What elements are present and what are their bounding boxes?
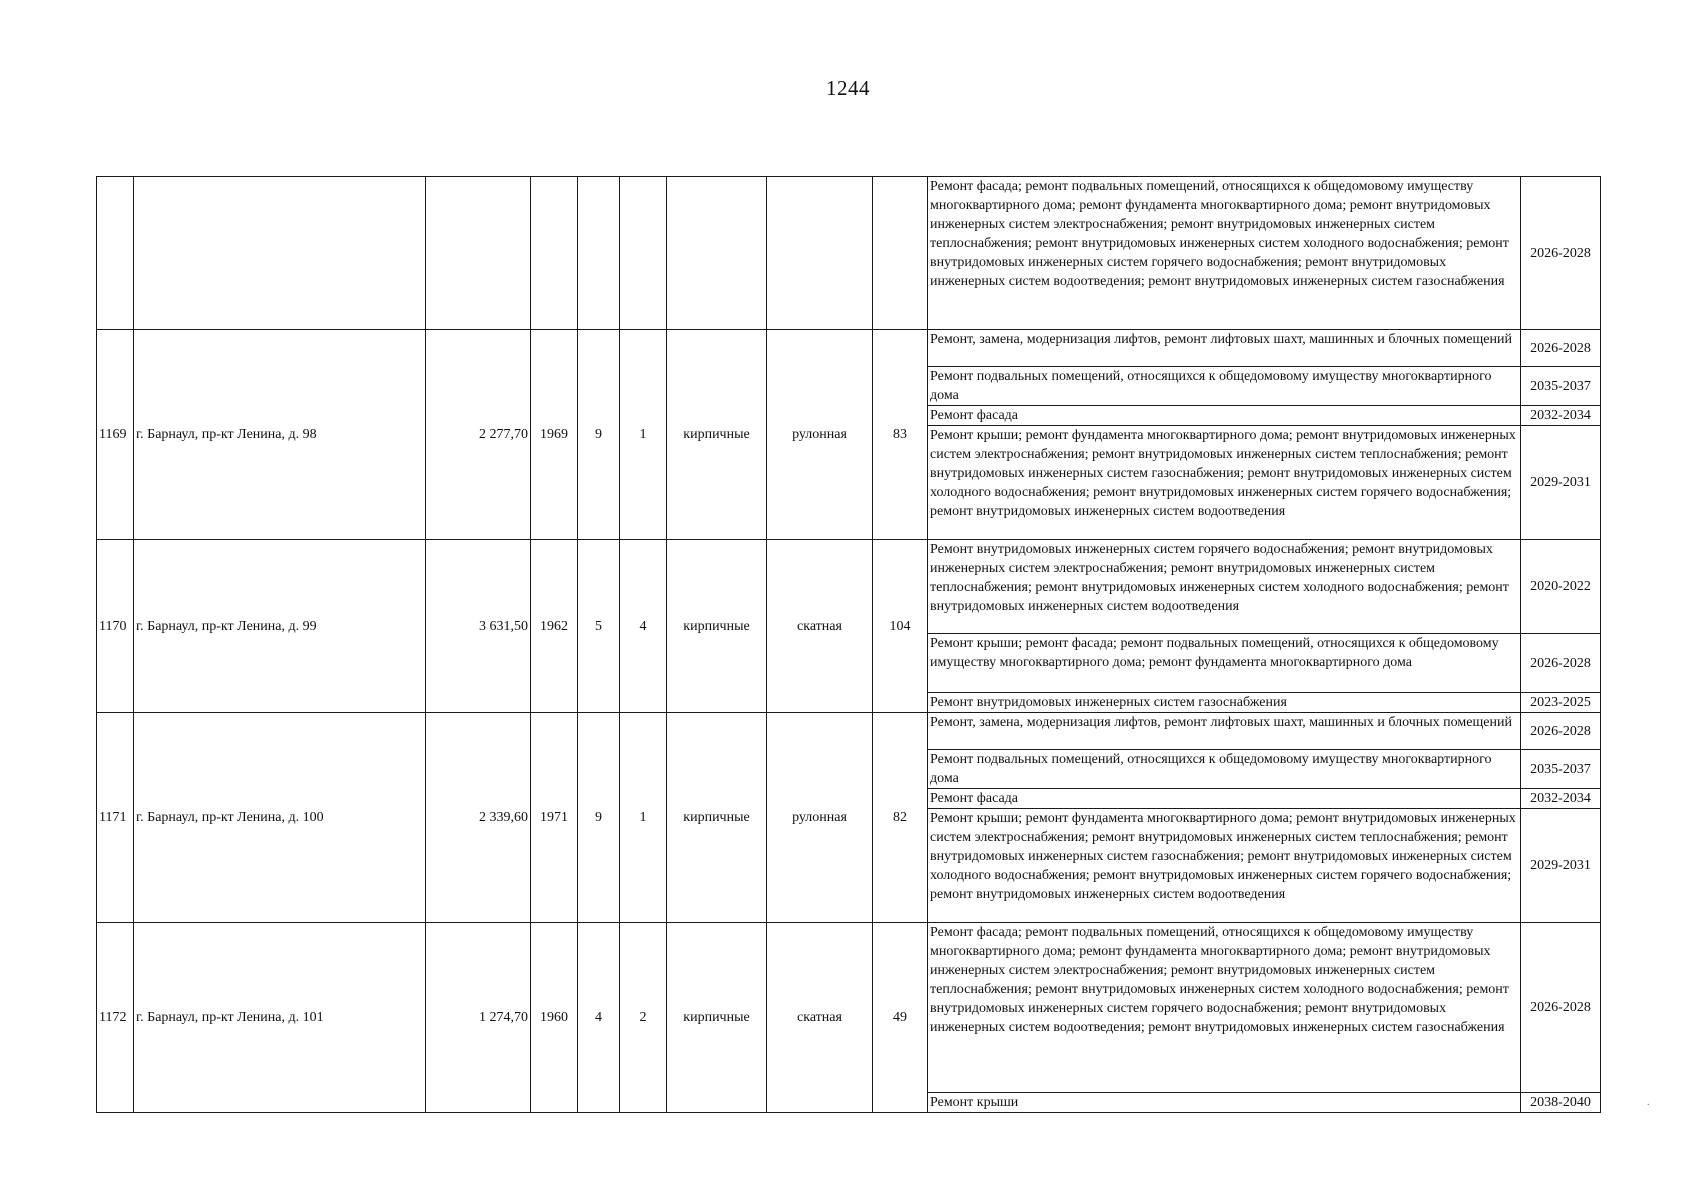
house-entrances: 2 bbox=[620, 923, 667, 1113]
house-walls: кирпичные bbox=[667, 713, 767, 923]
house-number bbox=[97, 177, 134, 330]
house-apartments bbox=[873, 177, 928, 330]
scan-speck: . bbox=[1647, 1097, 1650, 1108]
table-row bbox=[97, 330, 1601, 367]
house-address: г. Барнаул, пр-кт Ленина, д. 99 bbox=[134, 540, 426, 713]
house-year: 1971 bbox=[531, 713, 578, 923]
house-year: 1960 bbox=[531, 923, 578, 1113]
work-description: Ремонт крыши bbox=[928, 1093, 1521, 1113]
work-period: 2035-2037 bbox=[1521, 750, 1601, 789]
work-description: Ремонт крыши; ремонт фасада; ремонт подвальных помещений, относящихся к общедомовому имуществу многоквартирного дома; ремонт фундамента многоквартирного дома bbox=[928, 634, 1521, 693]
house-entrances: 1 bbox=[620, 713, 667, 923]
work-description: Ремонт крыши; ремонт фундамента многоквартирного дома; ремонт внутридомовых инженерных систем электроснабжения; ремонт внутридомовых инженерных систем теплоснабжения; ремонт внутридомовых инженерных систем газоснабжения; ремонт внутридомовых инженерных систем холодного водоснабжения; ремонт внутридомовых инженерных систем горячего водоснабжения; ремонт внутридомовых инженерных систем водоотведения bbox=[928, 809, 1521, 923]
work-description: Ремонт крыши; ремонт фундамента многоквартирного дома; ремонт внутридомовых инженерных систем электроснабжения; ремонт внутридомовых инженерных систем теплоснабжения; ремонт внутридомовых инженерных систем газоснабжения; ремонт внутридомовых инженерных систем холодного водоснабжения; ремонт внутридомовых инженерных систем горячего водоснабжения; ремонт внутридомовых инженерных систем водоотведения bbox=[928, 426, 1521, 540]
work-description: Ремонт внутридомовых инженерных систем горячего водоснабжения; ремонт внутридомовых инженерных систем электроснабжения; ремонт внутридомовых инженерных систем теплоснабжения; ремонт внутридомовых инженерных систем холодного водоснабжения; ремонт внутридомовых инженерных систем водоотведения bbox=[928, 540, 1521, 634]
work-period: 2026-2028 bbox=[1521, 713, 1601, 750]
house-entrances: 4 bbox=[620, 540, 667, 713]
house-entrances bbox=[620, 177, 667, 330]
house-floors: 5 bbox=[578, 540, 620, 713]
work-period: 2032-2034 bbox=[1521, 406, 1601, 426]
table-row bbox=[97, 177, 1601, 330]
house-area: 2 277,70 bbox=[426, 330, 531, 540]
work-description: Ремонт подвальных помещений, относящихся к общедомовому имуществу многоквартирного дома bbox=[928, 750, 1521, 789]
house-walls: кирпичные bbox=[667, 923, 767, 1113]
house-roof: скатная bbox=[767, 923, 873, 1113]
table-row bbox=[97, 540, 1601, 634]
work-period: 2029-2031 bbox=[1521, 426, 1601, 540]
house-address bbox=[134, 177, 426, 330]
house-area: 1 274,70 bbox=[426, 923, 531, 1113]
house-area bbox=[426, 177, 531, 330]
house-roof bbox=[767, 177, 873, 330]
house-number: 1171 bbox=[97, 713, 134, 923]
work-description: Ремонт внутридомовых инженерных систем газоснабжения bbox=[928, 693, 1521, 713]
house-area: 2 339,60 bbox=[426, 713, 531, 923]
house-roof: рулонная bbox=[767, 330, 873, 540]
house-floors: 9 bbox=[578, 713, 620, 923]
house-apartments: 104 bbox=[873, 540, 928, 713]
house-number: 1172 bbox=[97, 923, 134, 1113]
house-roof: рулонная bbox=[767, 713, 873, 923]
work-period: 2038-2040 bbox=[1521, 1093, 1601, 1113]
house-area: 3 631,50 bbox=[426, 540, 531, 713]
work-description: Ремонт подвальных помещений, относящихся к общедомовому имуществу многоквартирного дома bbox=[928, 367, 1521, 406]
work-period: 2026-2028 bbox=[1521, 177, 1601, 330]
work-description: Ремонт фасада bbox=[928, 789, 1521, 809]
work-period: 2026-2028 bbox=[1521, 923, 1601, 1093]
house-apartments: 49 bbox=[873, 923, 928, 1113]
house-address: г. Барнаул, пр-кт Ленина, д. 98 bbox=[134, 330, 426, 540]
work-period: 2023-2025 bbox=[1521, 693, 1601, 713]
work-description: Ремонт фасада; ремонт подвальных помещений, относящихся к общедомовому имуществу многоквартирного дома; ремонт фундамента многоквартирного дома; ремонт внутридомовых инженерных систем электроснабжения; ремонт внутридомовых инженерных систем теплоснабжения; ремонт внутридомовых инженерных систем холодного водоснабжения; ремонт внутридомовых инженерных систем горячего водоснабжения; ремонт внутридомовых инженерных систем водоотведения; ремонт внутридомовых инженерных систем газоснабжения bbox=[928, 177, 1521, 330]
work-description: Ремонт фасада bbox=[928, 406, 1521, 426]
work-period: 2029-2031 bbox=[1521, 809, 1601, 923]
work-description: Ремонт, замена, модернизация лифтов, ремонт лифтовых шахт, машинных и блочных помещений bbox=[928, 713, 1521, 750]
house-walls: кирпичные bbox=[667, 540, 767, 713]
work-description: Ремонт фасада; ремонт подвальных помещений, относящихся к общедомовому имуществу многоквартирного дома; ремонт фундамента многоквартирного дома; ремонт внутридомовых инженерных систем электроснабжения; ремонт внутридомовых инженерных систем теплоснабжения; ремонт внутридомовых инженерных систем холодного водоснабжения; ремонт внутридомовых инженерных систем горячего водоснабжения; ремонт внутридомовых инженерных систем водоотведения; ремонт внутридомовых инженерных систем газоснабжения bbox=[928, 923, 1521, 1093]
work-period: 2032-2034 bbox=[1521, 789, 1601, 809]
work-period: 2020-2022 bbox=[1521, 540, 1601, 634]
house-floors bbox=[578, 177, 620, 330]
house-address: г. Барнаул, пр-кт Ленина, д. 100 bbox=[134, 713, 426, 923]
house-roof: скатная bbox=[767, 540, 873, 713]
house-apartments: 83 bbox=[873, 330, 928, 540]
house-floors: 9 bbox=[578, 330, 620, 540]
house-walls bbox=[667, 177, 767, 330]
house-entrances: 1 bbox=[620, 330, 667, 540]
table-row bbox=[97, 713, 1601, 750]
house-address: г. Барнаул, пр-кт Ленина, д. 101 bbox=[134, 923, 426, 1113]
work-period: 2035-2037 bbox=[1521, 367, 1601, 406]
house-year: 1969 bbox=[531, 330, 578, 540]
house-year bbox=[531, 177, 578, 330]
table-row bbox=[97, 923, 1601, 1093]
house-apartments: 82 bbox=[873, 713, 928, 923]
work-period: 2026-2028 bbox=[1521, 330, 1601, 367]
capital-repair-table bbox=[96, 176, 1601, 1113]
house-number: 1170 bbox=[97, 540, 134, 713]
work-period: 2026-2028 bbox=[1521, 634, 1601, 693]
house-year: 1962 bbox=[531, 540, 578, 713]
house-floors: 4 bbox=[578, 923, 620, 1113]
house-number: 1169 bbox=[97, 330, 134, 540]
house-walls: кирпичные bbox=[667, 330, 767, 540]
page-number: 1244 bbox=[826, 76, 870, 100]
work-description: Ремонт, замена, модернизация лифтов, ремонт лифтовых шахт, машинных и блочных помещений bbox=[928, 330, 1521, 367]
